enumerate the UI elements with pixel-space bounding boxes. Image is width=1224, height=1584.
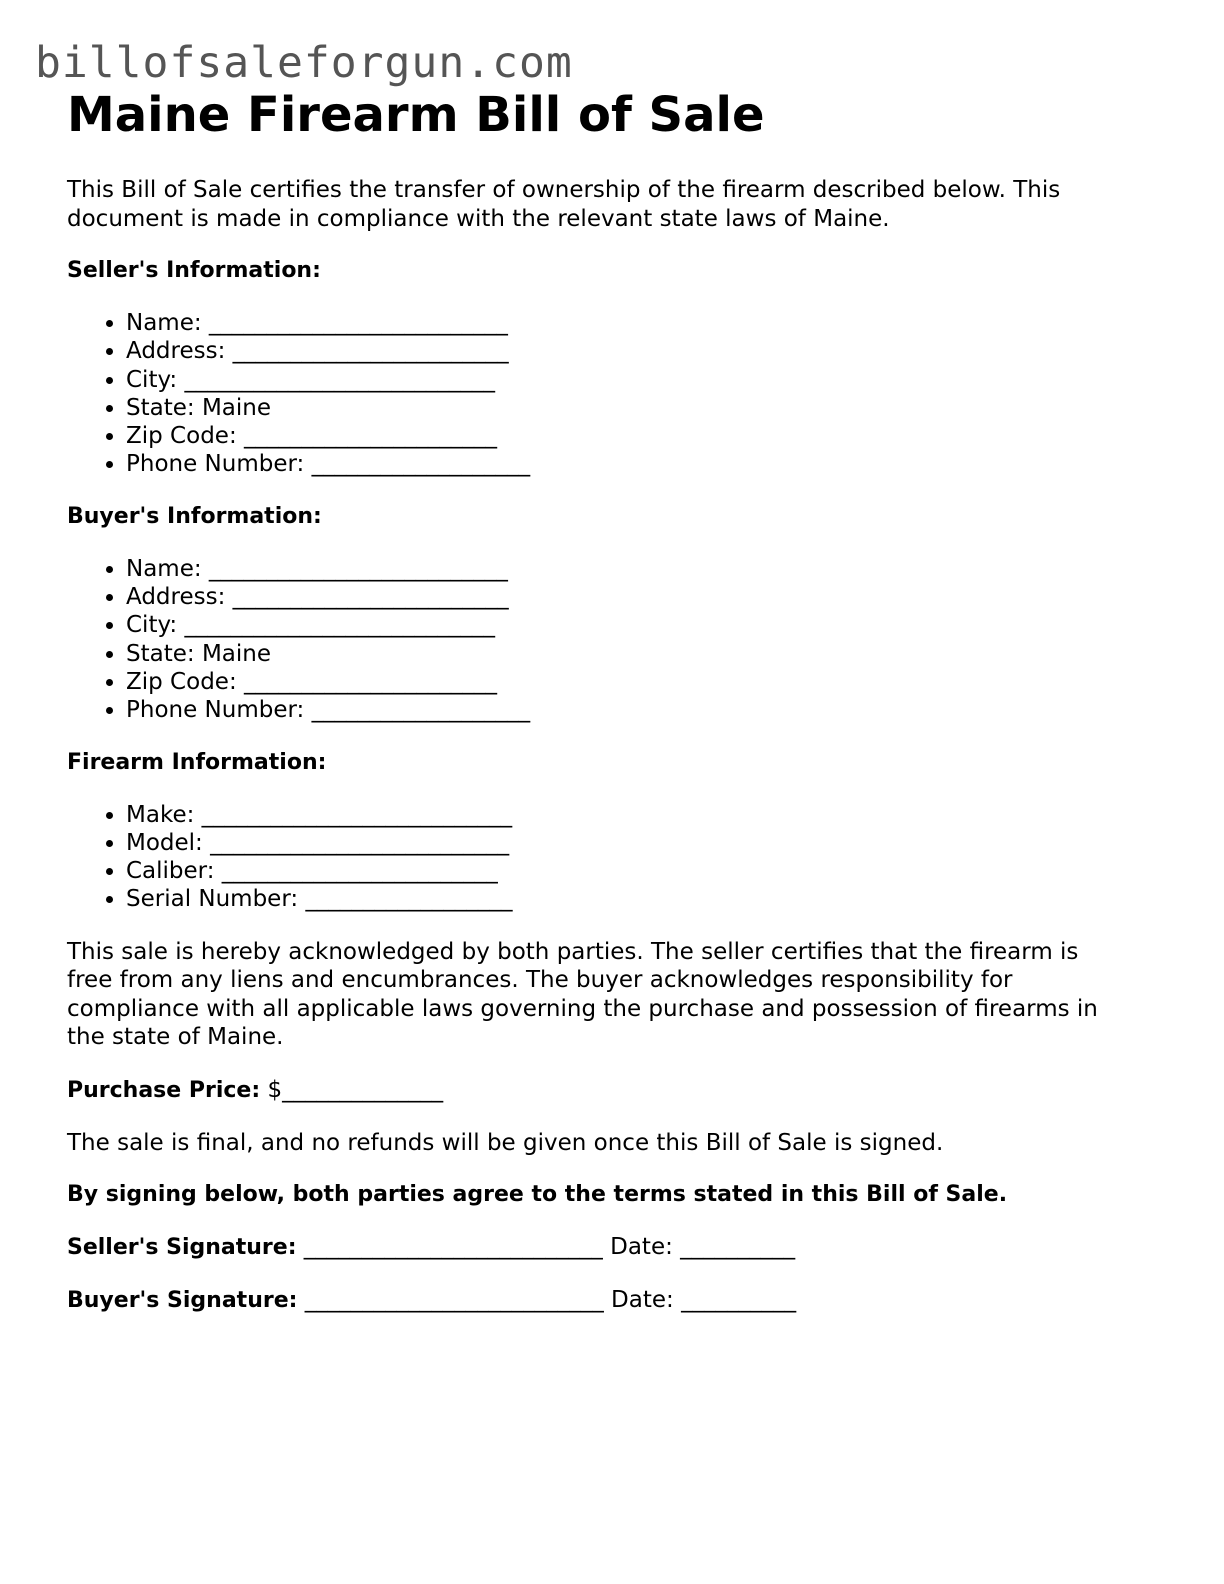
buyer-phone-field: • Phone Number: ___________________	[126, 696, 1167, 724]
document-title: Maine Firearm Bill of Sale	[67, 87, 765, 143]
seller-section-heading: Seller's Information:	[67, 258, 321, 283]
watermark: billofsaleforgun.com	[35, 38, 573, 88]
acknowledgment-line: the state of Maine.	[67, 1024, 284, 1051]
buyer-name-field: • Name: __________________________	[126, 555, 1167, 583]
buyer-address-field: • Address: ________________________	[126, 583, 1167, 611]
seller-name-field: • Name: __________________________	[126, 309, 1167, 337]
firearm-section-heading: Firearm Information:	[67, 749, 327, 775]
firearm-model-field: • Model: __________________________	[126, 829, 1167, 857]
firearm-field-list	[67, 801, 1167, 914]
purchase-price-label: Purchase Price:	[67, 1077, 261, 1103]
buyer-state-field: • State: Maine	[126, 640, 1167, 668]
buyer-signature-line	[67, 1286, 1167, 1315]
acknowledgment-line: free from any liens and encumbrances. The buyer acknowledges responsibility for	[67, 967, 1013, 994]
final-sale-note: The sale is final, and no refunds will be given once this Bill of Sale is signed.	[67, 1129, 944, 1156]
seller-field-list	[67, 309, 1167, 479]
firearm-caliber-field: • Caliber: ________________________	[126, 857, 1167, 885]
acknowledgment-paragraph	[67, 938, 1167, 1052]
seller-address-field: • Address: ________________________	[126, 337, 1167, 365]
firearm-serial-field: • Serial Number: __________________	[126, 885, 1167, 913]
buyer-city-field: • City: ___________________________	[126, 611, 1167, 639]
buyer-section-heading: Buyer's Information:	[67, 503, 322, 529]
seller-city-field: • City: ___________________________	[126, 366, 1167, 394]
purchase-price-line	[67, 1076, 1167, 1105]
buyer-field-list	[67, 555, 1167, 725]
buyer-signature-label: Buyer's Signature:	[67, 1288, 298, 1314]
firearm-make-field: • Make: ___________________________	[126, 801, 1167, 829]
seller-signature-line	[67, 1233, 1167, 1262]
seller-phone-field: • Phone Number: ___________________	[126, 450, 1167, 478]
acknowledgment-line: compliance with all applicable laws governing the purchase and possession of firearms in	[67, 995, 1098, 1022]
intro-paragraph	[67, 176, 1167, 233]
agreement-statement: By signing below, both parties agree to the terms stated in this Bill of Sale.	[67, 1182, 1008, 1208]
buyer-signature-blank: __________________________ Date: __________	[297, 1287, 797, 1314]
seller-zip-field: • Zip Code: ______________________	[126, 422, 1167, 450]
document-body	[67, 86, 1167, 1315]
acknowledgment-line: This sale is hereby acknowledged by both parties. The seller certifies that the firearm is	[67, 938, 1079, 965]
intro-line: document is made in compliance with the relevant state laws of Maine.	[67, 205, 890, 232]
intro-line: This Bill of Sale certifies the transfer of ownership of the firearm described below. This	[67, 177, 1061, 203]
buyer-zip-field: • Zip Code: ______________________	[126, 668, 1167, 696]
seller-signature-blank: __________________________ Date: __________	[296, 1234, 796, 1261]
seller-signature-label: Seller's Signature:	[67, 1235, 297, 1261]
seller-state-field: • State: Maine	[126, 394, 1167, 422]
purchase-price-blank: $______________	[260, 1076, 444, 1103]
